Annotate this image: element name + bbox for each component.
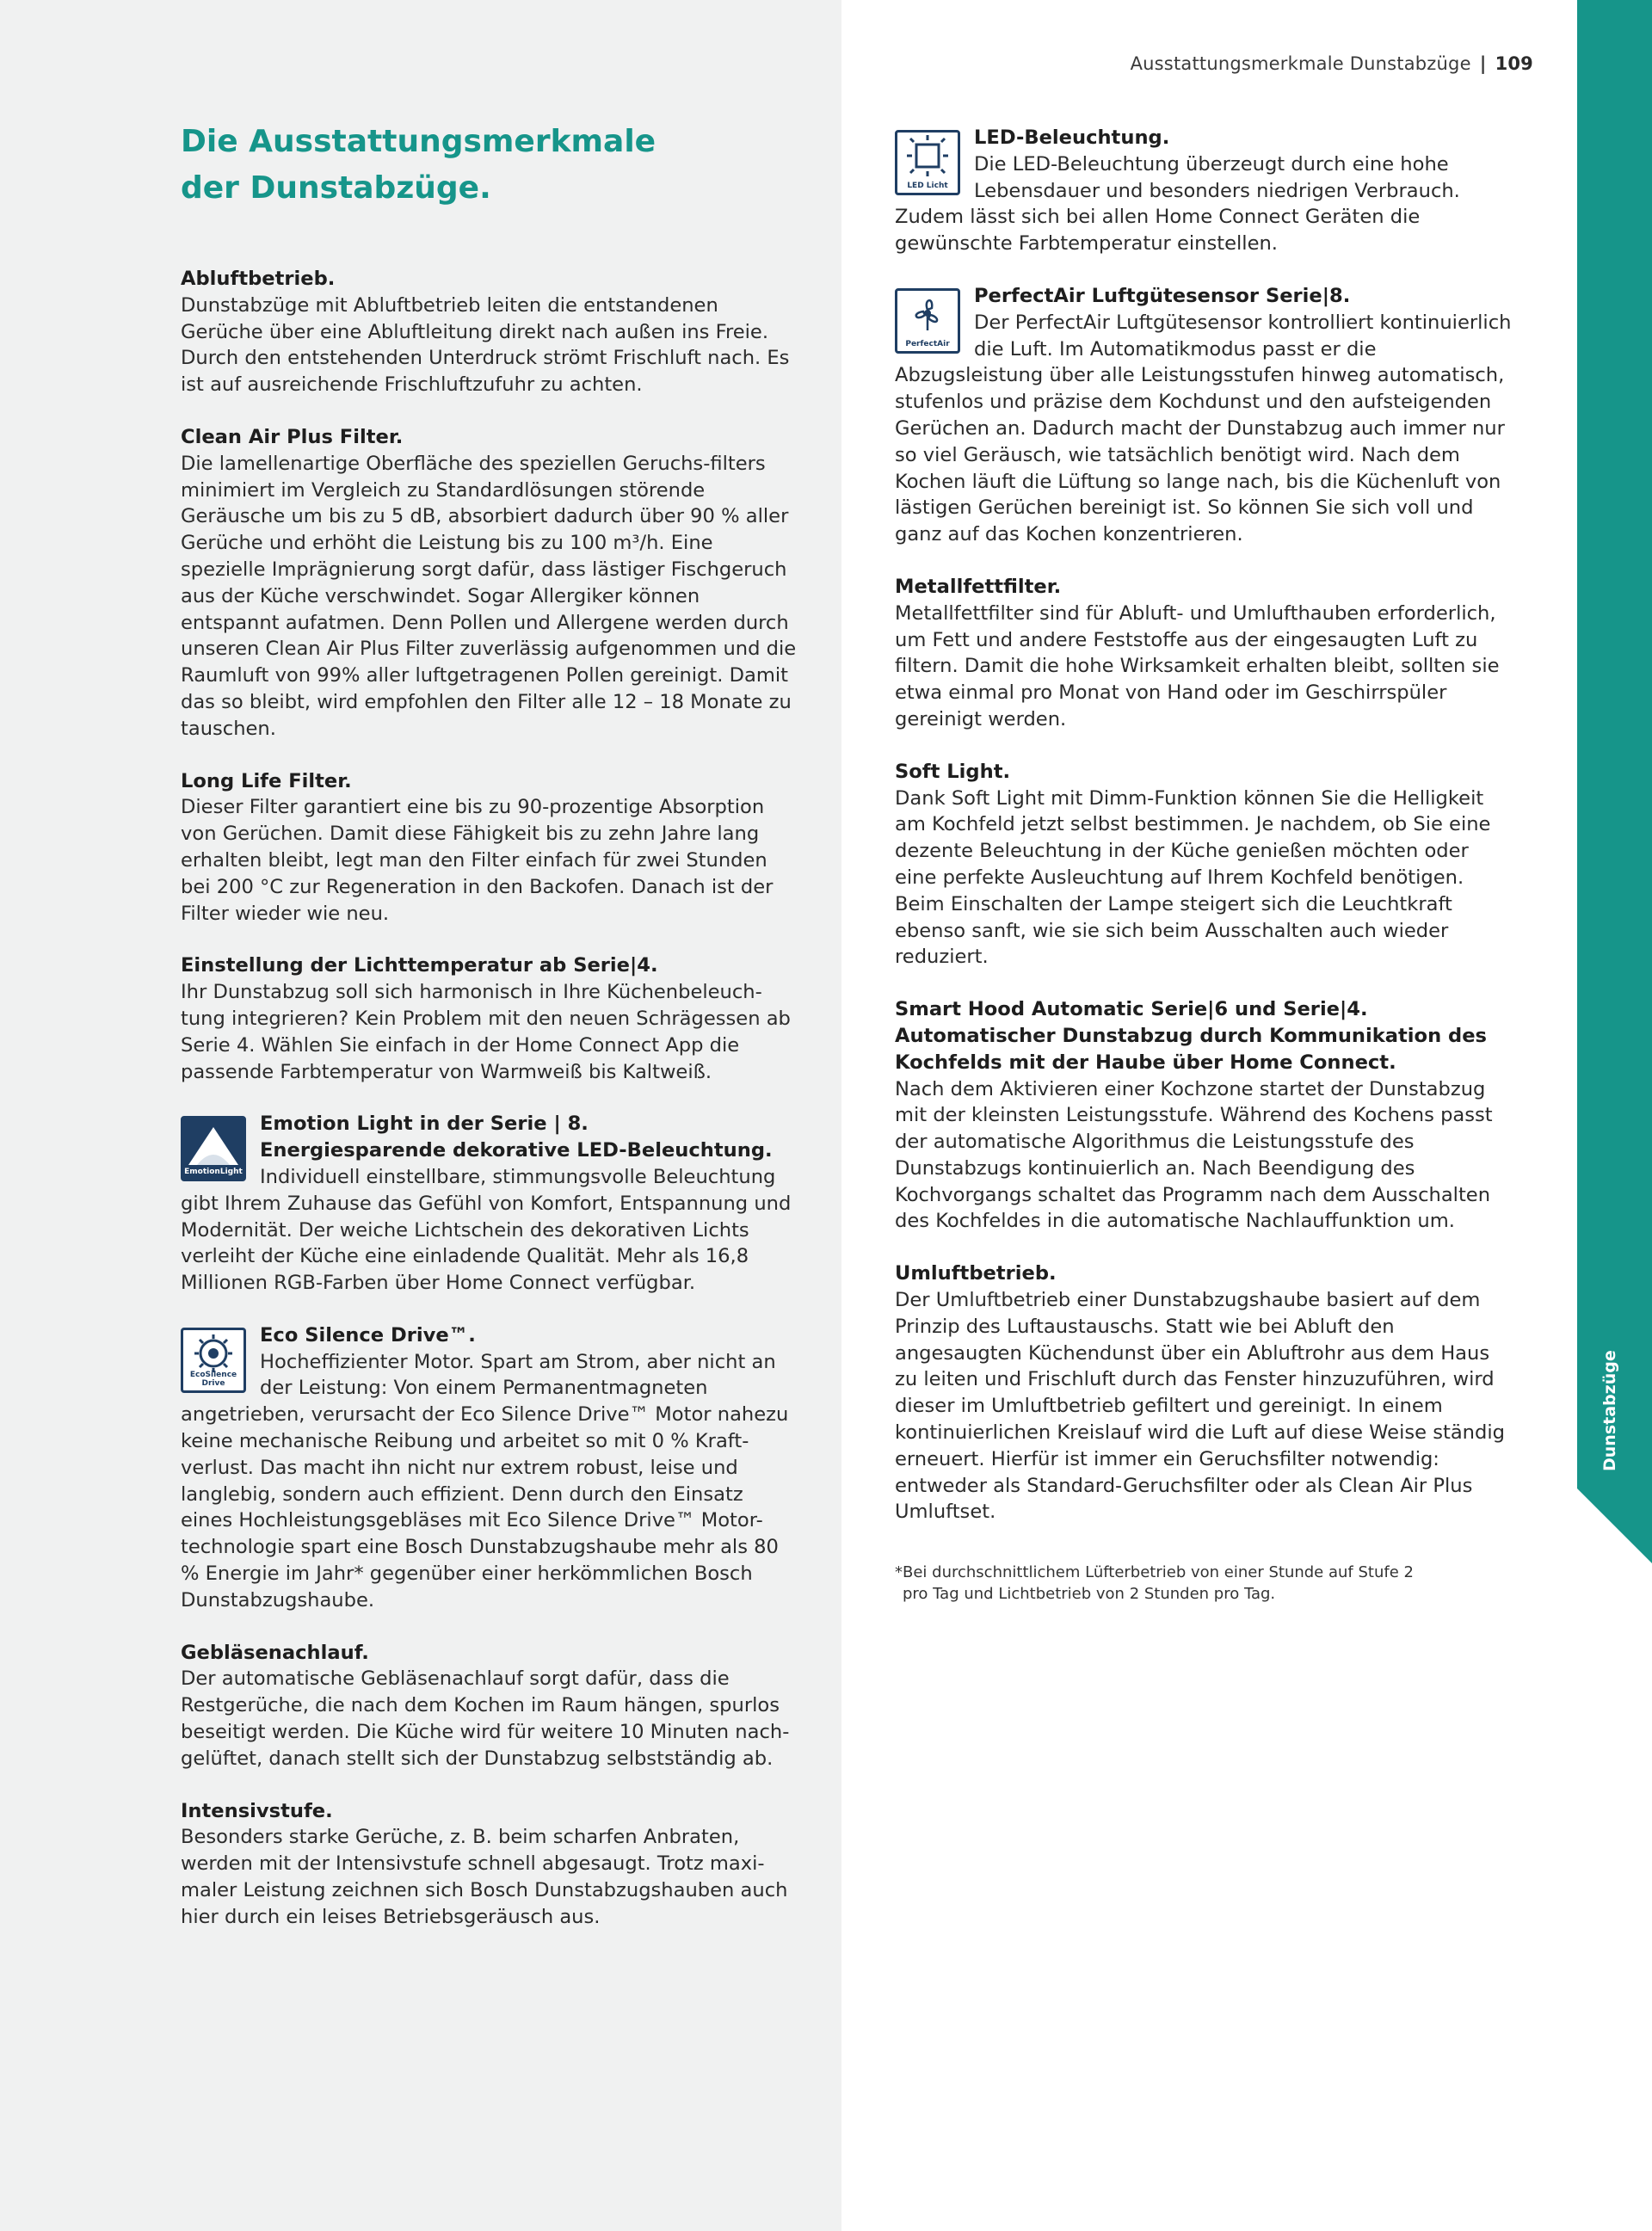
footnote-line1: *Bei durchschnittlichem Lüfterbetrieb von einer Stunde auf Stufe 2: [895, 1563, 1414, 1582]
side-tab-label: [1600, 1350, 1630, 1583]
section-heading: Abluftbetrieb.: [181, 268, 336, 290]
section-heading: Intensivstufe.: [181, 1799, 333, 1822]
section-text: Hocheffizienter Motor. Spart am Strom, aber nicht an der Leistung: Von einem Permanentmagneten angetrieben, verursacht der Eco Silence Drive™ Motor nahezu keine mechanische Reibung und arbeitet so mit 0 % Kraft-verlust. Das macht ihn nicht nur extrem robust, leise und langlebig, sondern auch effizient. Denn durch den Einsatz eines Hochleistungsgebläses mit Eco Silence Drive™ Motor-technologie spart eine Bosch Dunstabzugshaube mehr als 80 % Energie im Jahr* gegenüber einer herkömmlichen Bosch Dunstabzugshaube.: [181, 1350, 789, 1612]
section-smart-hood-automatic: [895, 996, 1514, 1235]
section-heading: PerfectAir Luftgütesensor Serie|8.: [974, 284, 1351, 307]
page-number: 109: [1495, 53, 1533, 74]
section-heading: Umluftbetrieb.: [895, 1262, 1057, 1285]
running-head: [1131, 53, 1533, 74]
led-light-icon-label: LED Licht: [907, 182, 948, 190]
section-text: Besonders starke Gerüche, z. B. beim scharfen Anbraten, werden mit der Intensivstufe schnell abgesaugt. Trotz maxi-maler Leistung zeichnen sich Bosch Dunstabzugshauben auch hier durch ein leises Betriebsgeräusch aus.: [181, 1826, 788, 1928]
section-heading: Soft Light.: [895, 760, 1011, 783]
section-geblaesenachlauf: [181, 1640, 800, 1772]
section-heading: Einstellung der Lichttemperatur ab Serie|4.: [181, 954, 658, 977]
section-text: Die lamellenartige Oberfläche des speziellen Geruchs-filters minimiert im Vergleich zu Standardlösungen störende Geräusche um bis zu 5 dB, absorbiert dadurch über 90 % aller Gerüche und erhöht die Leistung bis zu 100 m³/h. Eine spezielle Imprägnierung sorgt dafür, dass lästiger Fischgeruch aus der Küche verschwindet. Sogar Allergiker können entspannt aufatmen. Denn Pollen und Allergene werden durch unseren Clean Air Plus Filter zuverlässig aufgenommen und die Raumluft von 99% aller luftgetragenen Pollen gereinigt. Damit das so bleibt, wird empfohlen den Filter alle 12 – 18 Monate zu tauschen.: [181, 452, 797, 740]
side-tab-text: Dunstabzüge: [1600, 1350, 1619, 1471]
section-text: Nach dem Aktivieren einer Kochzone startet der Dunstabzug mit der kleinsten Leistungsstufe. Während des Kochens passt der automatische Algorithmus die Leistungsstufe des Dunstabzugs kontinuierlich an. Nach Beendigung des Kochvorgangs schaltet das Programm nach dem Ausschalten des Kochfeldes in die automatische Nachlauffunktion um.: [895, 1077, 1493, 1233]
left-column: [181, 266, 800, 1957]
section-abluftbetrieb: [181, 266, 800, 398]
led-light-icon: [895, 130, 960, 195]
eco-silence-drive-icon: [181, 1328, 246, 1393]
section-text: Der Umluftbetrieb einer Dunstabzugshaube basiert auf dem Prinzip des Luftaustauschs. Statt wie bei Abluft den angesaugten Küchendunst über ein Abluftrohr aus dem Haus zu leiten und Frischluft durch das Fenster hinzuzuführen, wird dieser im Umluftbetrieb gefiltert und gereinigt. In einem kontinuierlichen Kreislauf wird die Luft auf diese Weise ständig erneuert. Hierfür ist immer ein Geruchsfilter notwendig: entweder als Standard-Geruchsfilter oder als Clean Air Plus Umluftset.: [895, 1289, 1505, 1524]
page-title: [181, 119, 714, 212]
section-heading: Emotion Light in der Serie | 8.: [260, 1112, 589, 1136]
right-column: [895, 125, 1514, 1605]
section-umluftbetrieb: [895, 1260, 1514, 1525]
section-eco-silence-drive: [181, 1322, 800, 1614]
side-tab-strip: [1577, 0, 1652, 1488]
perfect-air-icon-label: PerfectAir: [905, 339, 950, 348]
section-text: Der PerfectAir Luftgütesensor kontrolliert kontinuierlich die Luft. Im Automatikmodus passt er die Abzugsleistung über alle Leistungsstufen hinweg automatisch, stufenlos und präzise dem Kochdunst und den aufsteigenden Gerüchen an. Dadurch macht der Dunstabzug auch immer nur so viel Geräusch, wie tatsächlich benötigt wird. Nach dem Kochen läuft die Lüftung so lange nach, bis die Küchenluft von lästigen Gerüchen bereinigt ist. So können Sie sich voll und ganz auf das Kochen konzentrieren.: [895, 311, 1512, 546]
section-metallfettfilter: [895, 574, 1514, 733]
eco-silence-icon-label: EcoSilence Drive: [189, 1370, 237, 1388]
footnote-line2: pro Tag und Lichtbetrieb von 2 Stunden pro Tag.: [903, 1585, 1276, 1604]
section-emotion-light: [181, 1111, 800, 1297]
section-intensivstufe: [181, 1798, 800, 1931]
section-text: Ihr Dunstabzug soll sich harmonisch in Ihre Küchenbeleuch-tung integrieren? Kein Problem mit den neuen Schrägessen ab Serie 4. Wählen Sie einfach in der Home Connect App die passende Farbtemperatur von Warmweiß bis Kaltweiß.: [181, 981, 791, 1083]
section-heading: Gebläsenachlauf.: [181, 1641, 369, 1664]
section-heading: LED-Beleuchtung.: [974, 126, 1170, 149]
section-text: Der automatische Gebläsenachlauf sorgt dafür, dass die Restgerüche, die nach dem Kochen im Raum hängen, spurlos beseitigt werden. Die Küche wird für weitere 10 Minuten nach-gelüftet, danach stellt sich der Dunstabzug selbstständig ab.: [181, 1667, 790, 1770]
page-title-line1: Die Ausstattungsmerkmale: [181, 124, 656, 159]
section-heading: Clean Air Plus Filter.: [181, 425, 404, 448]
section-perfectair: [895, 283, 1514, 548]
section-heading: Smart Hood Automatic Serie|6 und Serie|4.: [895, 998, 1368, 1021]
section-led-beleuchtung: [895, 125, 1514, 257]
section-text: Die LED-Beleuchtung überzeugt durch eine hohe Lebensdauer und besonders niedrigen Verbrauch. Zudem lässt sich bei allen Home Connect Geräten die gewünschte Farbtemperatur einstellen.: [895, 152, 1460, 256]
emotion-light-icon-label: EmotionLight: [184, 1168, 243, 1177]
section-heading: Long Life Filter.: [181, 769, 352, 792]
section-heading: Metallfettfilter.: [895, 575, 1062, 598]
running-head-separator: |: [1479, 53, 1487, 74]
section-text: Individuell einstellbare, stimmungsvolle Beleuchtung gibt Ihrem Zuhause das Gefühl von Komfort, Entspannung und Modernität. Der weiche Lichtschein des dekorativen Lichts verleiht der Küche eine einladende Qualität. Mehr als 16,8 Millionen RGB-Farben über Home Connect verfügbar.: [181, 1165, 792, 1295]
section-heading: Eco Silence Drive™.: [260, 1323, 476, 1347]
running-head-title: Ausstattungsmerkmale Dunstabzüge: [1130, 53, 1471, 74]
section-long-life-filter: [181, 768, 800, 928]
section-text: Dunstabzüge mit Abluftbetrieb leiten die entstandenen Gerüche über eine Abluftleitung direkt nach außen ins Freie. Durch den entstehenden Unterdruck strömt Frischluft nach. Es ist auf ausreichende Frischluftzufuhr zu achten.: [181, 293, 790, 397]
section-text: Dank Soft Light mit Dimm-Funktion können Sie die Helligkeit am Kochfeld jetzt selbst bestimmen. Je nachdem, ob Sie eine dezente Beleuchtung in der Küche genießen möchten oder eine perfekte Ausleuchtung auf Ihrem Kochfeld benötigen. Beim Einschalten der Lampe steigert sich die Leuchtkraft ebenso sanft, wie sie sich beim Ausschalten auch wieder reduziert.: [895, 786, 1491, 969]
page-title-line2: der Dunstabzüge.: [181, 170, 491, 206]
footnote: [895, 1562, 1514, 1605]
section-subheading: Energiesparende dekorative LED-Beleuchtung.: [260, 1139, 773, 1162]
section-soft-light: [895, 759, 1514, 971]
emotion-light-icon: [181, 1116, 246, 1181]
section-subheading: Automatischer Dunstabzug durch Kommunikation des Kochfelds mit der Haube über Home Connect.: [895, 1024, 1487, 1074]
section-lichttemperatur: [181, 952, 800, 1085]
section-text: Metallfettfilter sind für Abluft- und Umlufthauben erforderlich, um Fett und andere Feststoffe aus der eingesaugten Luft zu filtern. Damit die hohe Wirksamkeit erhalten bleibt, sollten sie etwa einmal pro Monat von Hand oder im Geschirrspüler gereinigt werden.: [895, 601, 1500, 730]
section-clean-air-plus-filter: [181, 424, 800, 743]
section-text: Dieser Filter garantiert eine bis zu 90-prozentige Absorption von Gerüchen. Damit diese Fähigkeit bis zu zehn Jahre lang erhalten bleibt, legt man den Filter einfach für zwei Stunden bei 200 °C zur Regeneration in den Backofen. Danach ist der Filter wieder wie neu.: [181, 796, 774, 925]
perfect-air-icon: [895, 288, 960, 354]
